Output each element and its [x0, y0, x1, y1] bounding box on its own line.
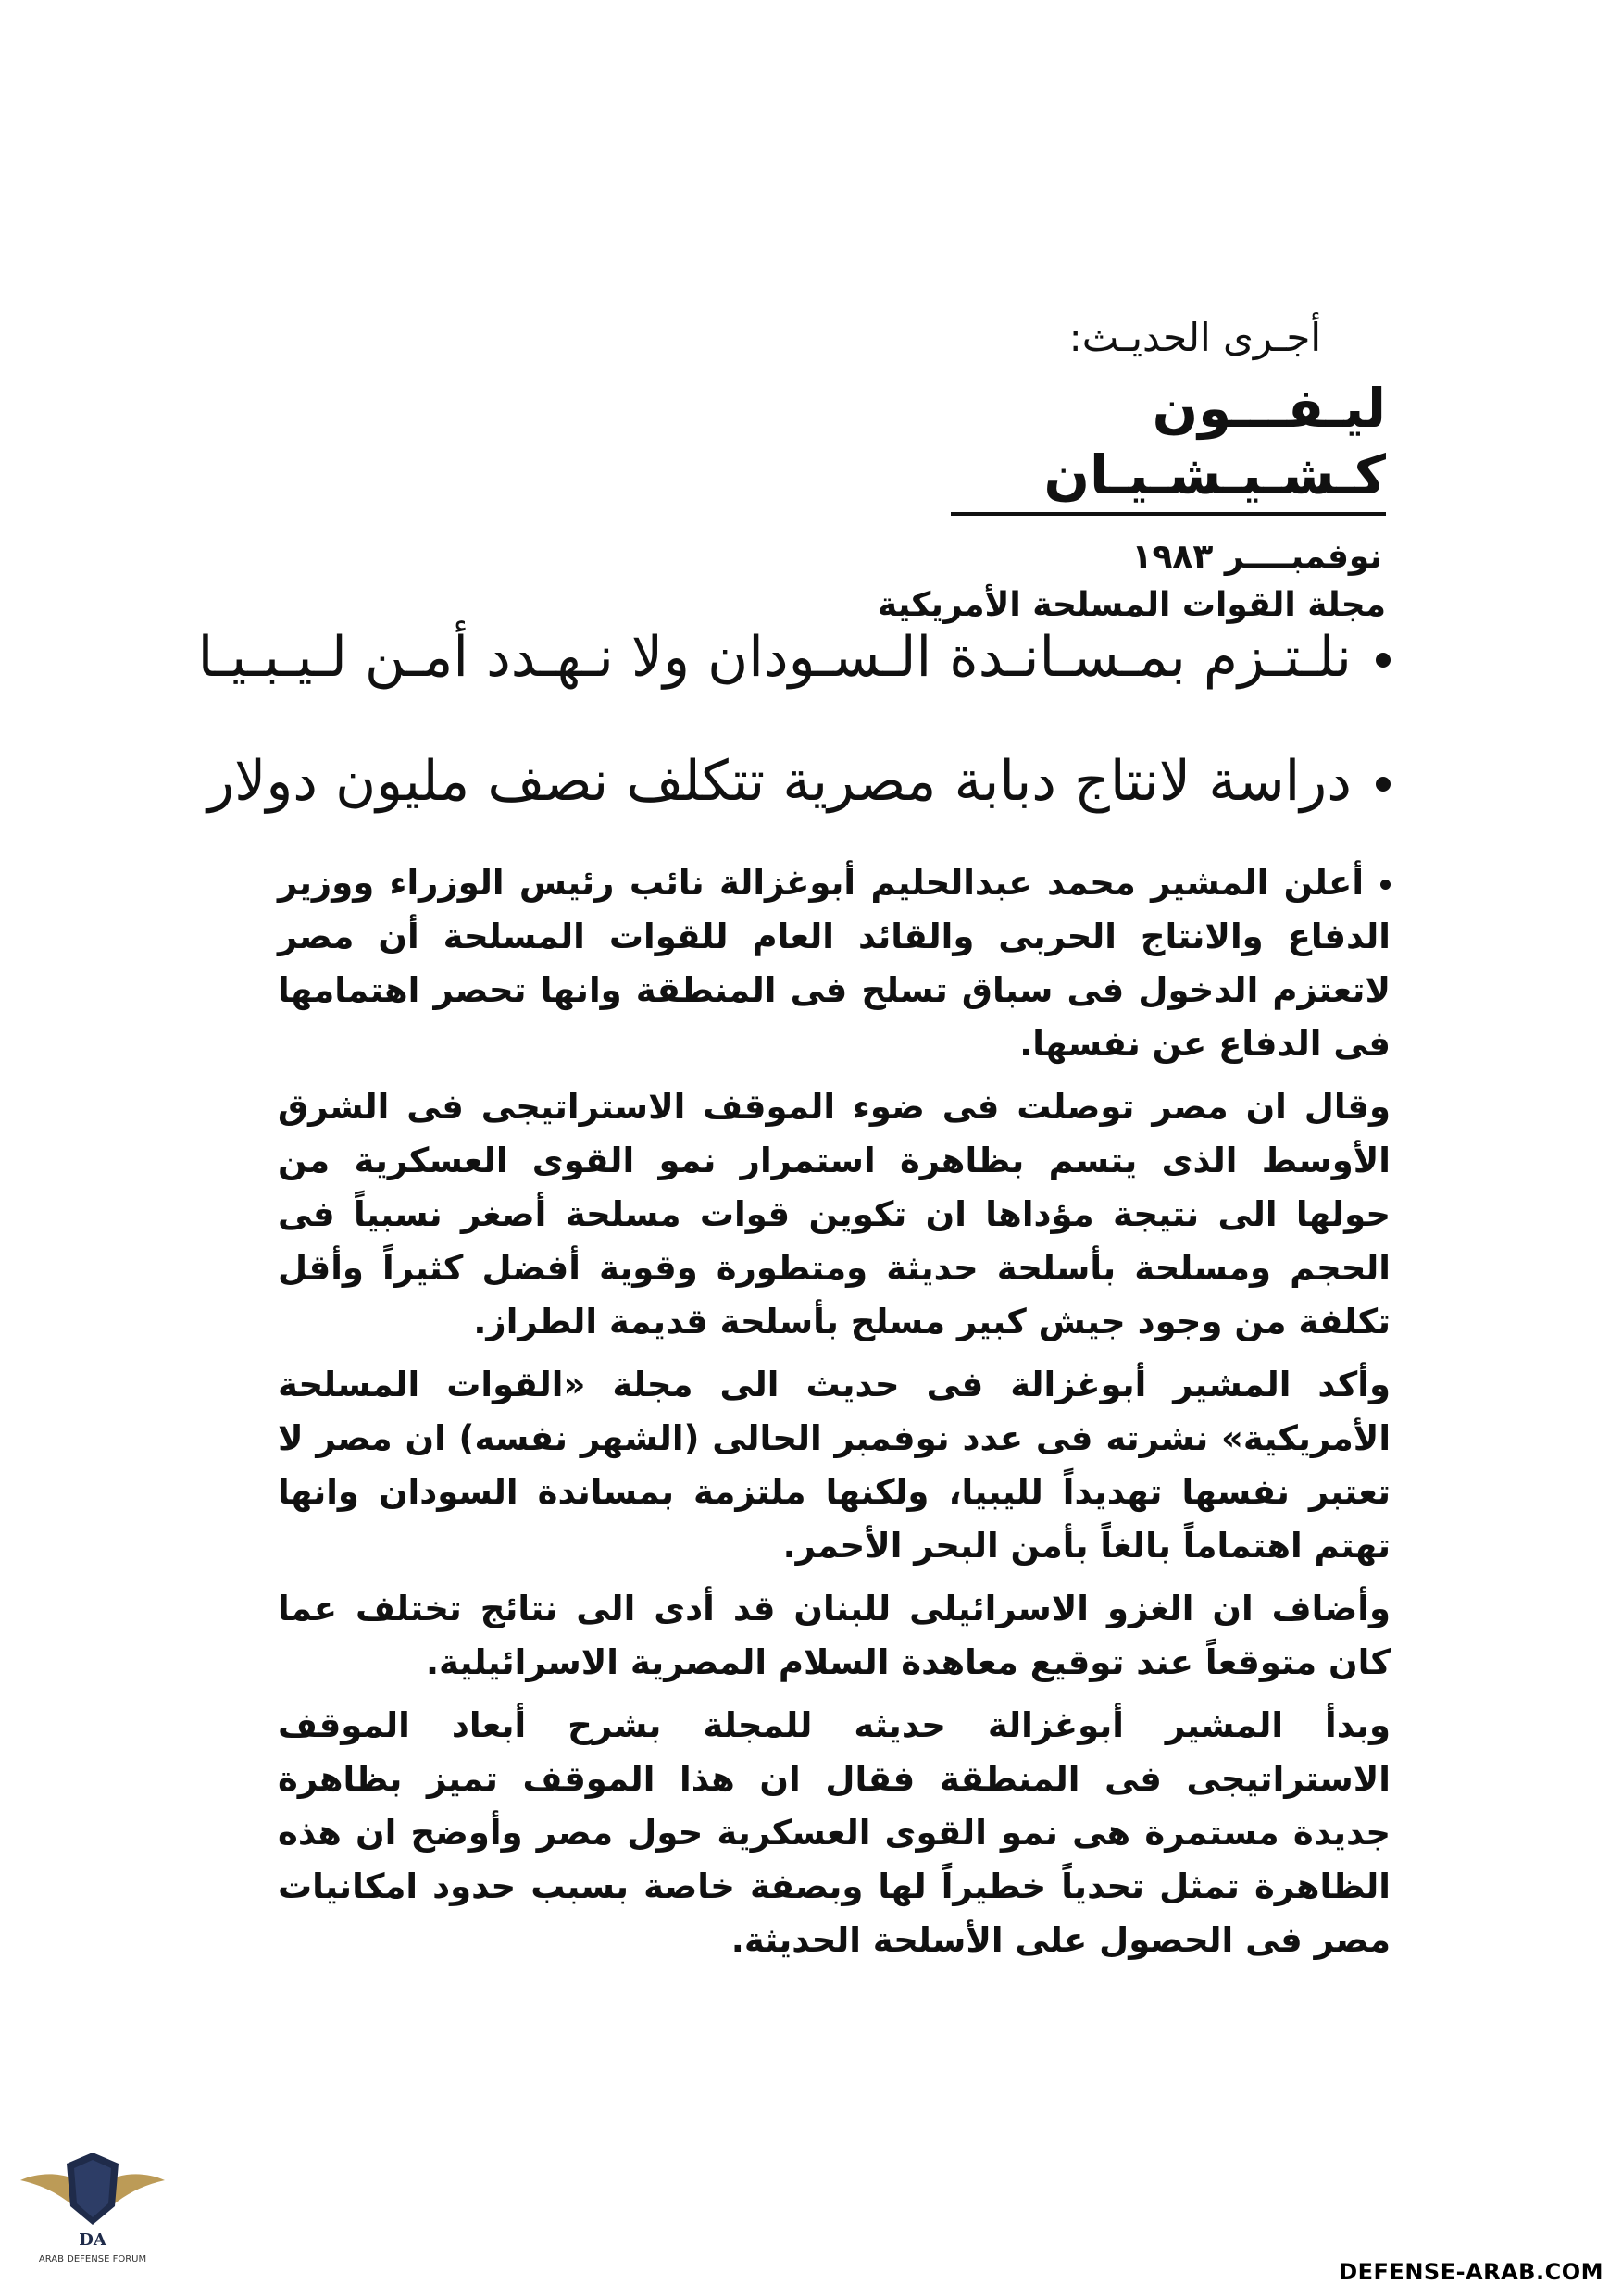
publication-date: نوفمبــــر ١٩٨٣ — [1131, 538, 1382, 576]
paragraph-5: وبدأ المشير أبوغزالة حديثه للمجلة بشرح أبعاد الموقف الاستراتيجى فى المنطقة فقال ان هذا الموقف تميز بظاهرة جديدة مستمرة هى نمو القوى العسكرية حول مصر وأوضح ان هذه الظاهرة تمثل تحدياً خطيراً لها وبصفة خاصة بسبب حدود امكانيات مصر فى الحصول على الأسلحة الحديثة. — [278, 1705, 1391, 1960]
headline-2 — [207, 740, 1391, 823]
paragraph-1 — [278, 856, 1391, 1071]
logo-mark: DA — [79, 2230, 106, 2250]
magazine-name: مجلة القوات المسلحة الأمريكية — [877, 586, 1386, 624]
paragraph-3: وأكد المشير أبوغزالة فى حديث الى مجلة «القوات المسلحة الأمريكية» نشرته فى عدد نوفمبر الحالى (الشهر نفسه) ان مصر لا تعتبر نفسها تهديداً لليبيا، ولكنها ملتزمة بمساندة السودان وانها تهتم اهتماماً بالغاً بأمن البحر الأحمر. — [278, 1365, 1391, 1566]
headline-text: نلـتـزم بمـسـانـدة الـسـودان ولا نـهـدد أمـن لـيـبـيـا — [197, 625, 1352, 690]
headline-1 — [197, 616, 1391, 699]
paragraph-text: أعلن المشير محمد عبدالحليم أبوغزالة نائب رئيس الوزراء ووزير الدفاع والانتاج الحربى والقائد العام للقوات المسلحة أن مصر لاتعتزم الدخول فى سباق تسلح فى المنطقة وانها تحصر اهتمامها فى الدفاع عن نفسها. — [278, 863, 1391, 1064]
headlines — [197, 616, 1391, 864]
interviewer-label: أجـرى الحديـث: — [1068, 315, 1321, 360]
article-header — [867, 310, 1386, 630]
bullet-icon — [1376, 777, 1391, 792]
paragraph-2: وقال ان مصر توصلت فى ضوء الموقف الاستراتيجى فى الشرق الأوسط الذى يتسم بظاهرة استمرار نمو القوى العسكرية من حولها الى نتيجة مؤداها ان تكوين قوات مسلحة أصغر نسبياً فى الحجم ومسلحة بأسلحة حديثة ومتطورة وقوية أفضل كثيراً وأقل تكلفة من وجود جيش كبير مسلح بأسلحة قديمة الطراز. — [278, 1087, 1391, 1341]
bullet-icon — [1380, 880, 1391, 890]
article-body — [278, 856, 1391, 1977]
paragraph-4: وأضاف ان الغزو الاسرائيلى للبنان قد أدى الى نتائج تختلف عما كان متوقعاً عند توقيع معاهدة السلام المصرية الاسرائيلية. — [278, 1589, 1391, 1682]
bullet-icon — [1376, 653, 1391, 668]
site-watermark: DEFENSE-ARAB.COM — [1339, 2259, 1603, 2285]
arab-defense-forum-logo — [19, 2115, 167, 2287]
headline-text: دراسة لانتاج دبابة مصرية تتكلف نصف مليون دولار — [207, 749, 1352, 814]
name-underline — [951, 512, 1386, 516]
interviewer-name: ليـفـــون كـشـيـشـيـان — [1043, 377, 1386, 506]
logo-caption: ARAB DEFENSE FORUM — [38, 2254, 147, 2265]
